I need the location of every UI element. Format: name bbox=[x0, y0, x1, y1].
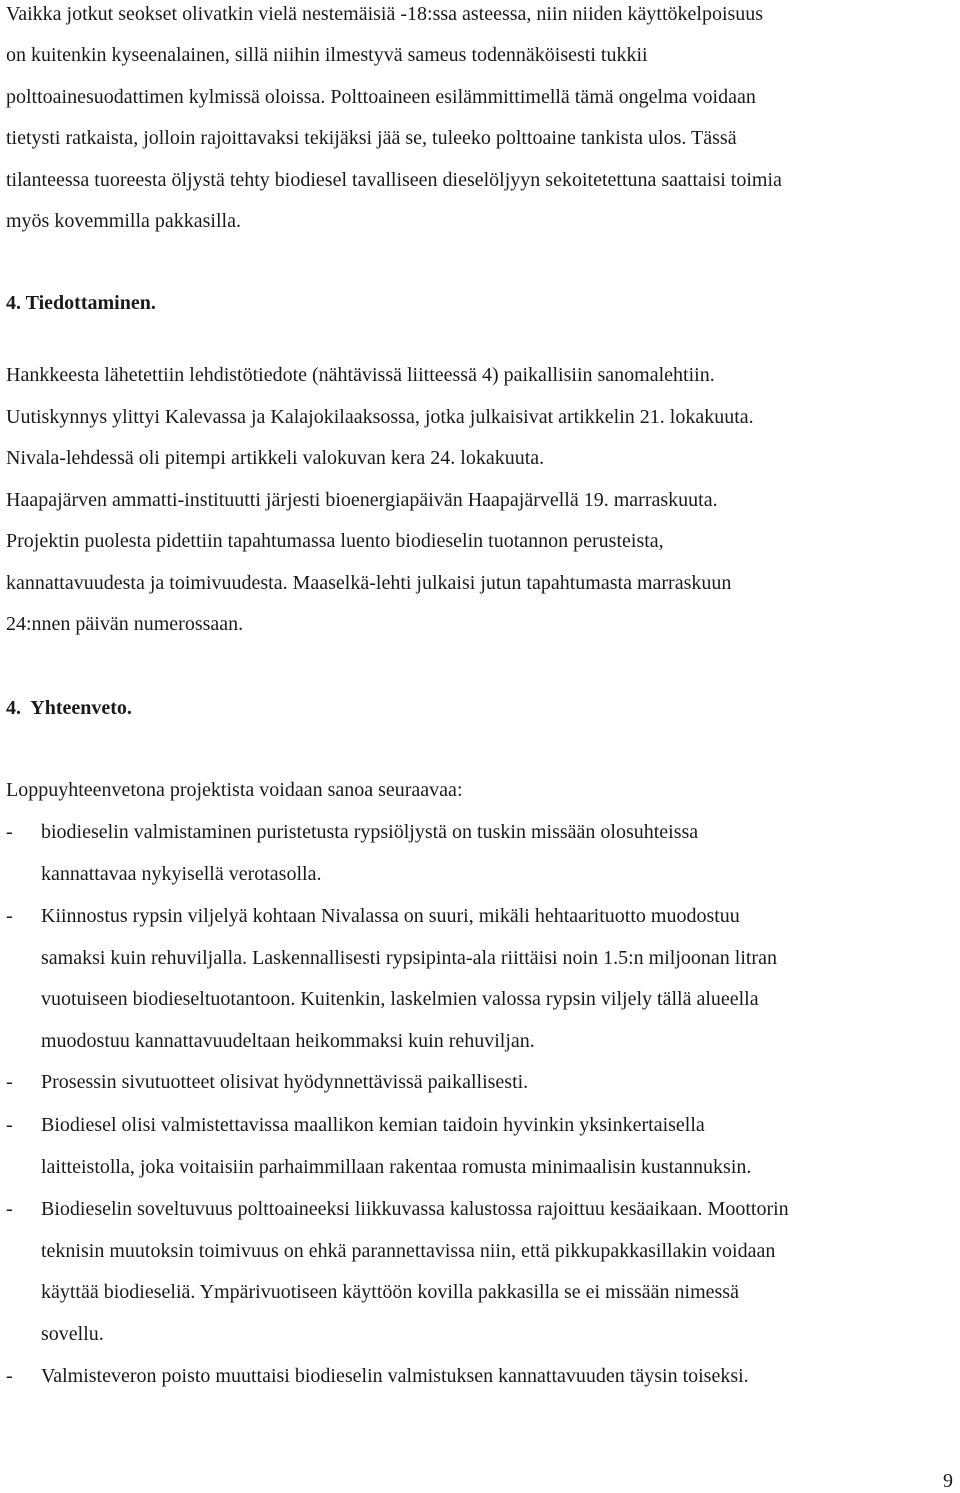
list-item-line: biodieselin valmistaminen puristetusta rypsiöljystä on tuskin missään olosuhteissa bbox=[41, 821, 699, 843]
intro-line: tilanteessa tuoreesta öljystä tehty biodiesel tavalliseen dieselöljyyn sekoitetettuna saattaisi toimia bbox=[6, 169, 782, 191]
list-item-line: Biodiesel olisi valmistettavissa maallikon kemian taidoin hyvinkin yksinkertaisella bbox=[41, 1114, 705, 1136]
list-item-line: laitteistolla, joka voitaisiin parhaimmillaan rakentaa romusta minimaalisin kustannuksin. bbox=[41, 1156, 752, 1178]
list-item-line: samaksi kuin rehuviljalla. Laskennallisesti rypsipinta-ala riittäisi noin 1.5:n miljoonan litran bbox=[41, 947, 777, 969]
tiedottaminen-line: 24:nnen päivän numerossaan. bbox=[6, 613, 244, 635]
intro-line: myös kovemmilla pakkasilla. bbox=[6, 210, 241, 232]
tiedottaminen-line: Nivala-lehdessä oli pitempi artikkeli valokuvan kera 24. lokakuuta. bbox=[6, 447, 545, 469]
list-item-line: kannattavaa nykyisellä verotasolla. bbox=[41, 863, 322, 885]
list-item-line: käyttää biodieseliä. Ympärivuotiseen käyttöön kovilla pakkasilla se ei missään nimessä bbox=[41, 1281, 739, 1303]
list-item-line: sovellu. bbox=[41, 1323, 104, 1345]
list-item-line: vuotuiseen biodieseltuotantoon. Kuitenkin, laskelmien valossa rypsin viljely tällä alueella bbox=[41, 988, 759, 1010]
list-item-line: teknisin muutoksin toimivuus on ehkä parannettavissa niin, että pikkupakkasillakin voidaan bbox=[41, 1240, 776, 1262]
tiedottaminen-line: Haapajärven ammatti-instituutti järjesti bioenergiapäivän Haapajärvellä 19. marraskuuta. bbox=[6, 489, 718, 511]
tiedottaminen-line: Uutiskynnys ylittyi Kalevassa ja Kalajokilaaksossa, jotka julkaisivat artikkelin 21. lokakuuta. bbox=[6, 406, 754, 428]
tiedottaminen-line: Projektin puolesta pidettiin tapahtumassa luento biodieselin tuotannon perusteista, bbox=[6, 530, 664, 552]
bullet-dash: - bbox=[6, 905, 13, 927]
intro-line: Vaikka jotkut seokset olivatkin vielä nestemäisiä -18:ssa asteessa, niin niiden käyttökelpoisuus bbox=[6, 3, 764, 25]
list-item-line: muodostuu kannattavuudeltaan heikommaksi kuin rehuviljan. bbox=[41, 1030, 535, 1052]
bullet-dash: - bbox=[6, 821, 13, 843]
list-item-line: Kiinnostus rypsin viljelyä kohtaan Nivalassa on suuri, mikäli hehtaarituotto muodostuu bbox=[41, 905, 740, 927]
list-item-line: Biodieselin soveltuvuus polttoaineeksi liikkuvassa kalustossa rajoittuu kesäaikaan. Moottorin bbox=[41, 1198, 789, 1220]
list-item-line: Valmisteveron poisto muuttaisi biodieselin valmistuksen kannattavuuden täysin toiseksi. bbox=[41, 1365, 749, 1387]
section-heading-yhteenveto: 4. Yhteenveto. bbox=[6, 697, 132, 719]
tiedottaminen-line: kannattavuudesta ja toimivuudesta. Maaselkä-lehti julkaisi jutun tapahtumasta marraskuun bbox=[6, 572, 732, 594]
intro-line: polttoainesuodattimen kylmissä oloissa. Polttoaineen esilämmittimellä tämä ongelma voidaan bbox=[6, 86, 756, 108]
bullet-dash: - bbox=[6, 1114, 13, 1136]
list-item-line: Prosessin sivutuotteet olisivat hyödynnettävissä paikallisesti. bbox=[41, 1071, 529, 1093]
tiedottaminen-line: Hankkeesta lähetettiin lehdistötiedote (nähtävissä liitteessä 4) paikallisiin sanomalehtiin. bbox=[6, 364, 715, 386]
section-heading-tiedottaminen: 4. Tiedottaminen. bbox=[6, 292, 156, 314]
intro-line: tietysti ratkaista, jolloin rajoittavaksi tekijäksi jää se, tuleeko polttoaine tankista ulos. Tässä bbox=[6, 127, 737, 149]
intro-line: on kuitenkin kyseenalainen, sillä niihin ilmestyvä sameus todennäköisesti tukkii bbox=[6, 44, 648, 66]
bullet-dash: - bbox=[6, 1365, 13, 1387]
bullet-dash: - bbox=[6, 1198, 13, 1220]
page-number: 9 bbox=[943, 1470, 953, 1492]
yhteenveto-intro: Loppuyhteenvetona projektista voidaan sanoa seuraavaa: bbox=[6, 779, 463, 801]
bullet-dash: - bbox=[6, 1071, 13, 1093]
